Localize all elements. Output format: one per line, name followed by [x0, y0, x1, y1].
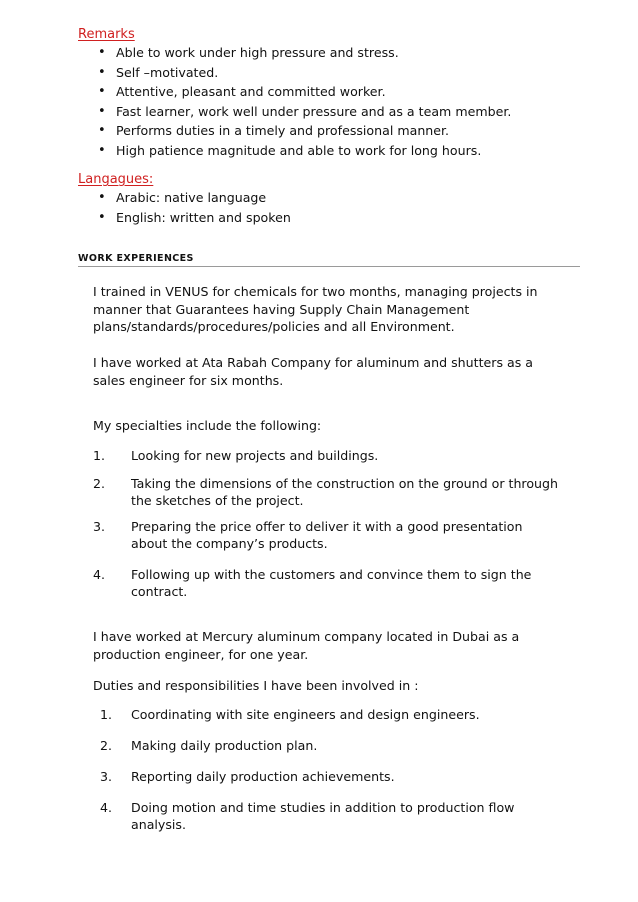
list-item: • High patience magnitude and able to work for long hours. — [95, 141, 511, 161]
list-number: 2. — [93, 476, 106, 491]
list-number: 3. — [93, 519, 106, 534]
list-item: Looking for new projects and buildings. — [131, 448, 379, 463]
list-item: • Fast learner, work well under pressure and as a team member. — [95, 102, 511, 122]
specialties-intro: My specialties include the following: — [93, 418, 322, 433]
remarks-list — [95, 43, 511, 161]
list-number: 1. — [100, 707, 113, 722]
remarks-heading: Remarks — [78, 27, 135, 42]
list-number: 1. — [93, 448, 106, 463]
list-item: Following up with the customers and convince them to sign the contract. — [131, 567, 532, 599]
list-item: • Self –motivated. — [95, 63, 511, 83]
duties-intro: Duties and responsibilities I have been involved in : — [93, 678, 419, 693]
list-item: • English: written and spoken — [95, 208, 291, 228]
list-item: Making daily production plan. — [131, 738, 318, 753]
list-item: • Able to work under high pressure and stress. — [95, 43, 511, 63]
list-item: • Arabic: native language — [95, 188, 291, 208]
list-number: 4. — [100, 800, 113, 815]
list-number: 3. — [100, 769, 113, 784]
section-title-work-experiences: WORK EXPERIENCES — [78, 253, 194, 264]
list-item: Taking the dimensions of the construction on the ground or through the sketches of the project. — [131, 476, 558, 508]
list-item: Preparing the price offer to deliver it with a good presentation about the company’s products. — [131, 519, 523, 551]
languages-heading: Langagues: — [78, 172, 154, 187]
list-item: • Performs duties in a timely and professional manner. — [95, 121, 511, 141]
languages-list — [95, 188, 291, 227]
list-item: • Attentive, pleasant and committed worker. — [95, 82, 511, 102]
list-item: Reporting daily production achievements. — [131, 769, 395, 784]
list-item: Coordinating with site engineers and design engineers. — [131, 707, 480, 722]
section-divider — [78, 266, 580, 267]
list-item: Doing motion and time studies in addition to production flow analysis. — [131, 800, 515, 832]
paragraph-ata-rabah: I have worked at Ata Rabah Company for aluminum and shutters as a sales engineer for six months. — [93, 355, 534, 388]
paragraph-venus-training: I trained in VENUS for chemicals for two months, managing projects in manner that Guarantees having Supply Chain Management plans/standards/procedures/policies and all Environment. — [93, 284, 538, 334]
list-number: 2. — [100, 738, 113, 753]
paragraph-mercury: I have worked at Mercury aluminum company located in Dubai as a production engineer, for one year. — [93, 629, 520, 662]
list-number: 4. — [93, 567, 106, 582]
